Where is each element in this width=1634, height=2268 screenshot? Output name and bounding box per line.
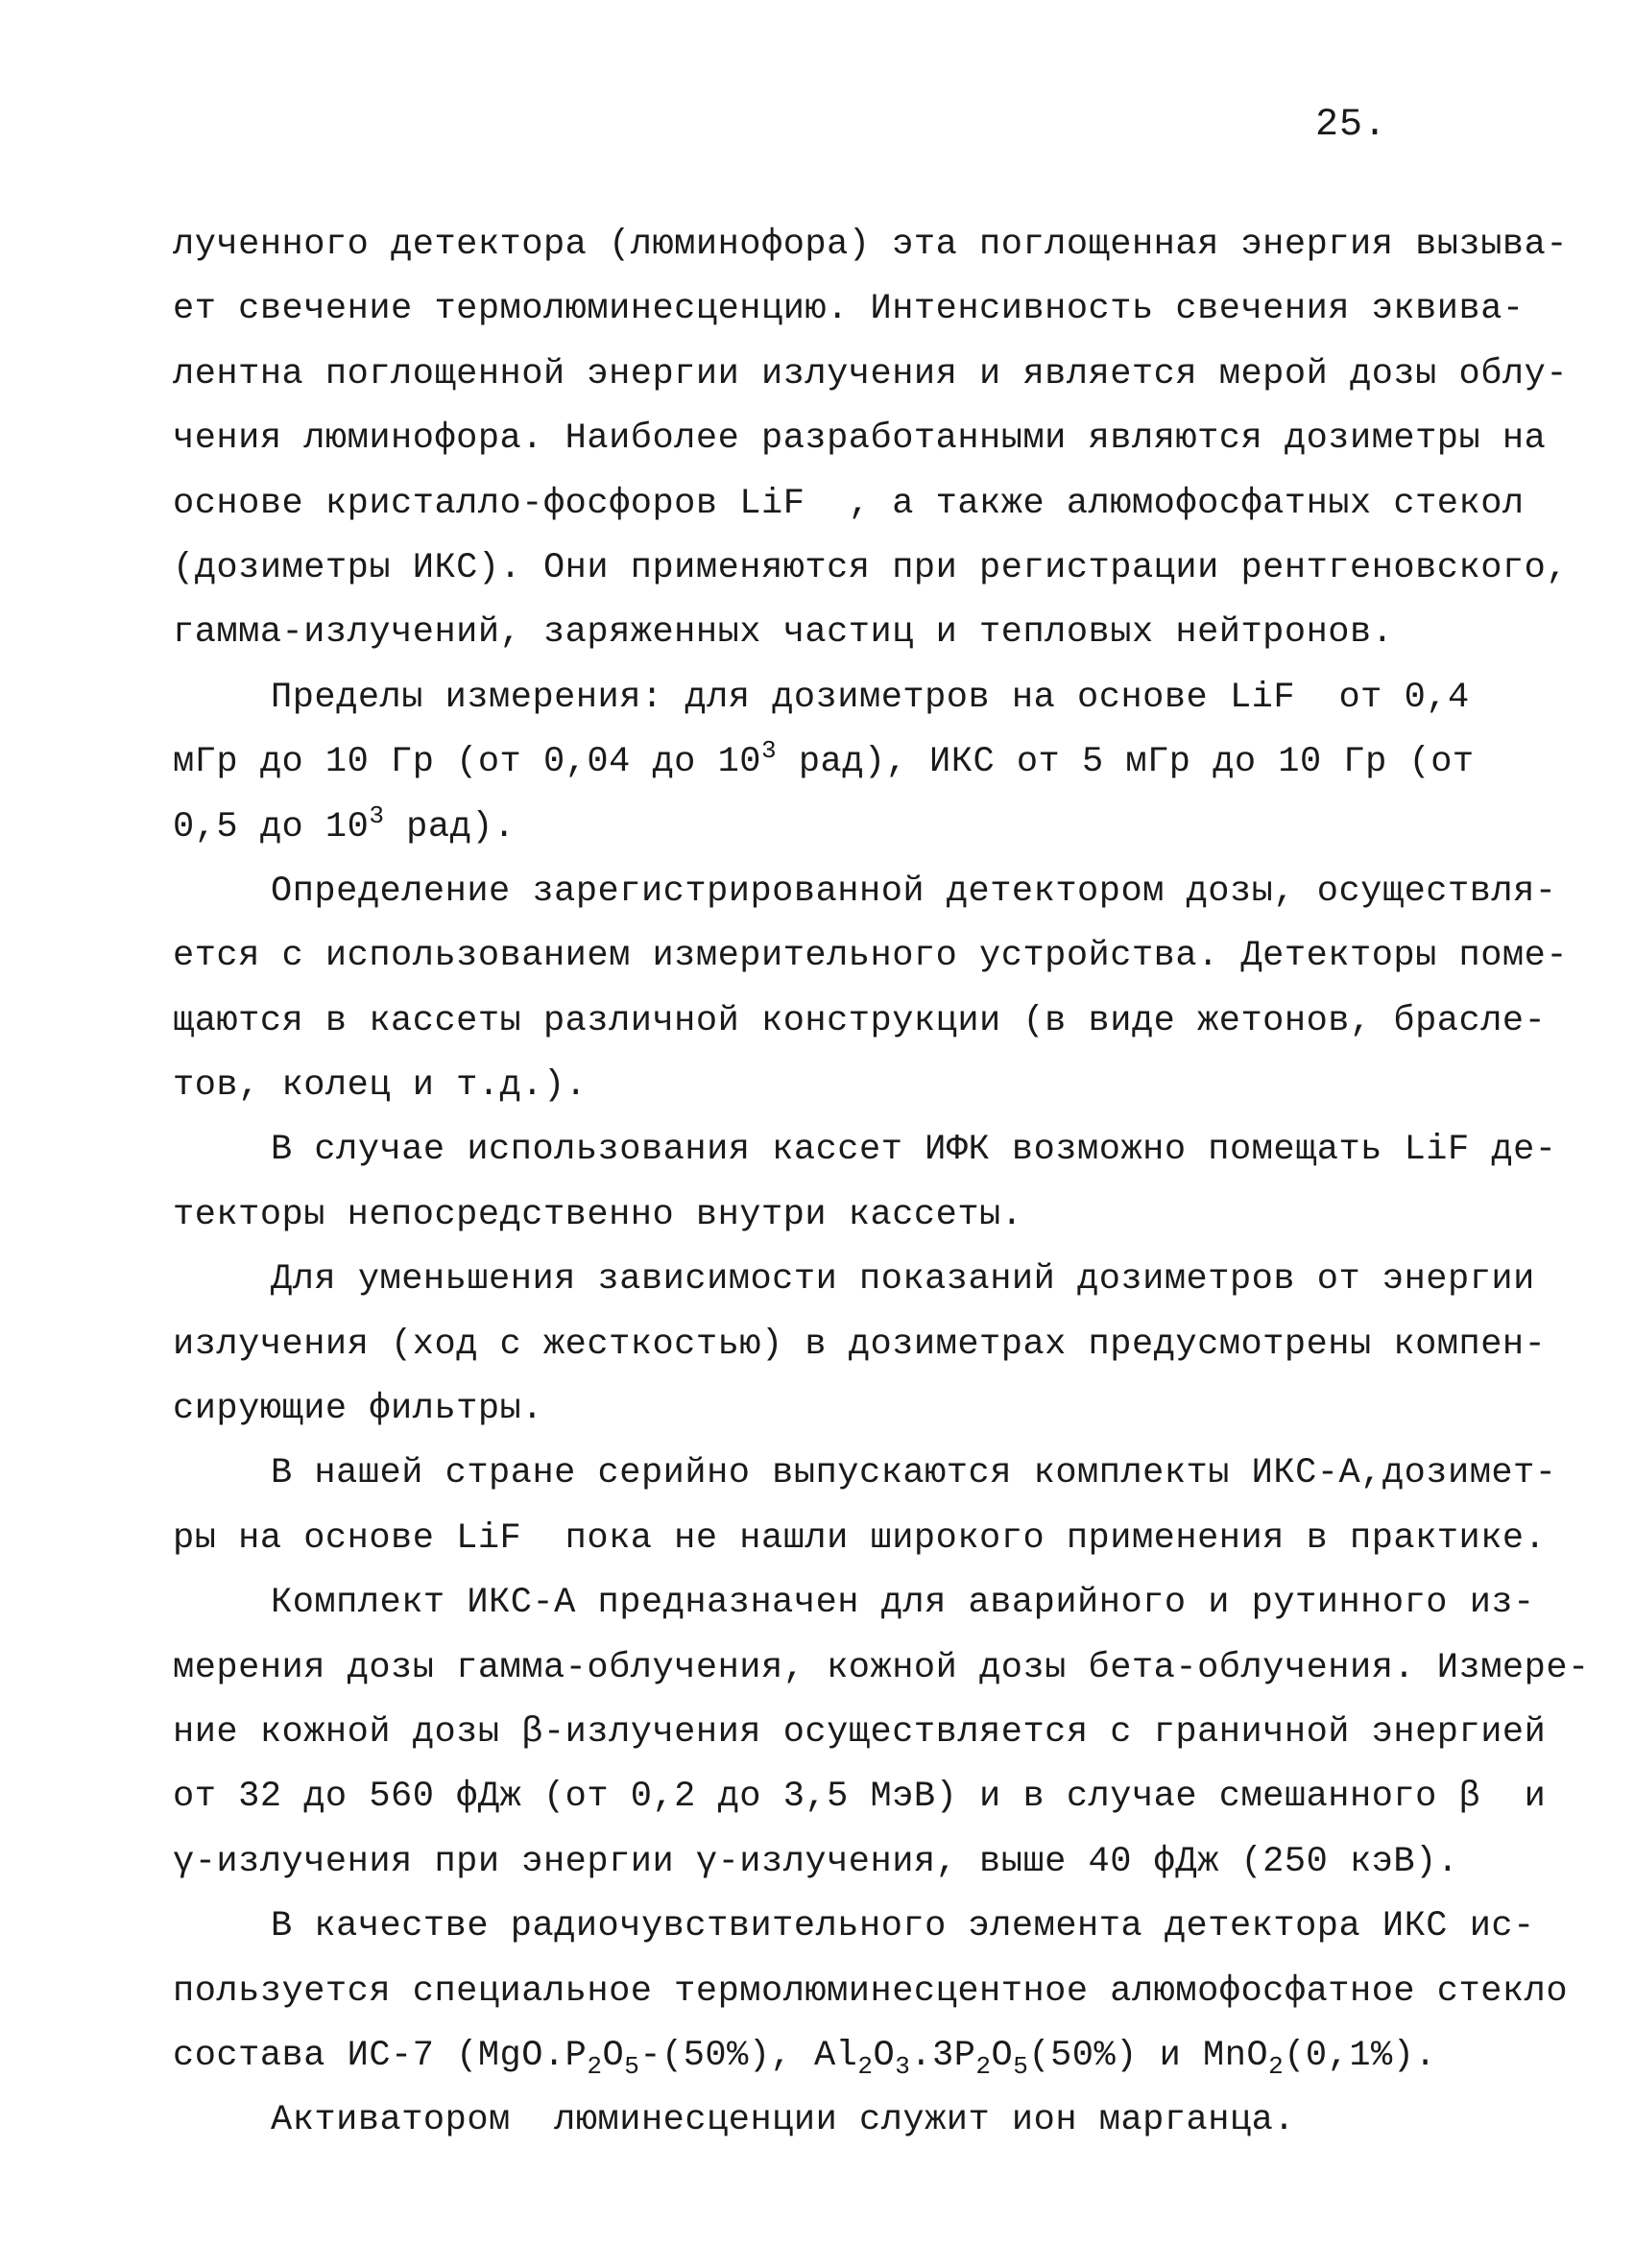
text-line <box>173 1507 1547 1571</box>
text-line <box>173 1248 1535 1312</box>
text-line <box>173 2024 1507 2089</box>
subscript: 2 <box>857 2051 874 2081</box>
subscript: 5 <box>624 2051 640 2081</box>
text-segment: пользуется специальное термолюминесцентное алюмофосфатное стекло <box>173 1970 1569 2012</box>
text-segment: сирующие фильтры. <box>173 1389 543 1430</box>
text-line <box>173 1636 1590 1701</box>
subscript: 2 <box>975 2051 992 2081</box>
text-line <box>173 1960 1569 2024</box>
text-segment: тов, колец и т.д.). <box>173 1065 588 1107</box>
text-segment: Активатором люминесценции служит ион марганца. <box>271 2100 1296 2141</box>
text-segment: состава ИС-7 (MgO.P <box>173 2035 588 2076</box>
text-segment: ется с использованием измерительного устройства. Детекторы поме- <box>173 936 1569 977</box>
text-line <box>173 601 1507 665</box>
text-line <box>173 1313 1547 1377</box>
text-line <box>173 277 1525 342</box>
text-segment: рад). <box>384 806 516 848</box>
text-segment: лентна поглощенной энергии излучения и является мерой дозы облу- <box>173 353 1569 394</box>
text-segment: лученного детектора (люминофора) эта поглощенная энергия вызыва- <box>173 225 1569 265</box>
text-segment: Определение зарегистрированной детектором дозы, осуществля- <box>271 871 1557 912</box>
text-segment: (50%) и MnO <box>1028 2035 1269 2076</box>
text-segment: ние кожной дозы β-излучения осуществляется с граничной энергией <box>173 1711 1547 1753</box>
text-segment: щаются в кассеты различной конструкции (в виде жетонов, брасле- <box>173 1000 1547 1041</box>
text-line <box>173 1377 1507 1442</box>
text-line <box>173 730 1507 795</box>
text-segment: излучения (ход с жесткостью) в дозиметрах предусмотрены компен- <box>173 1324 1547 1365</box>
text-line <box>173 860 1557 924</box>
superscript: 3 <box>369 800 385 830</box>
subscript: 2 <box>587 2051 603 2081</box>
text-line <box>173 1895 1535 1959</box>
text-line <box>173 1442 1557 1506</box>
text-line <box>173 796 1507 860</box>
text-segment: мГр до 10 Гр (от 0,04 до 10 <box>173 742 761 783</box>
text-segment: от 32 до 560 фДж (от 0,2 до 3,5 МэВ) и в случае смешанного β и <box>173 1777 1547 1818</box>
text-segment: O <box>991 2035 1014 2076</box>
text-segment: 0,5 до 10 <box>173 806 370 848</box>
text-segment: (дозиметры ИКС). Они применяются при регистрации рентгеновского, <box>173 547 1569 588</box>
text-segment: Для уменьшения зависимости показаний дозиметров от энергии <box>271 1259 1535 1301</box>
text-line <box>173 924 1569 989</box>
subscript: 3 <box>895 2051 911 2081</box>
body-text <box>173 213 1590 2154</box>
text-segment: ры на основе LiF пока не нашли широкого применения в практике. <box>173 1517 1547 1559</box>
text-line <box>173 2089 1507 2153</box>
subscript: 2 <box>1268 2051 1285 2081</box>
text-segment: рад), ИКС от 5 мГр до 10 Гр (от <box>777 742 1475 783</box>
text-segment: мерения дозы гамма-облучения, кожной дозы бета-облучения. Измере- <box>173 1647 1590 1688</box>
text-segment: В качестве радиочувствительного элемента детектора ИКС ис- <box>271 1906 1535 1947</box>
text-line <box>173 407 1547 471</box>
text-line <box>173 990 1547 1054</box>
text-segment: O <box>873 2035 896 2076</box>
text-segment: текторы непосредственно внутри кассеты. <box>173 1194 1023 1235</box>
text-line <box>173 1571 1535 1635</box>
text-segment: .3P <box>910 2035 976 2076</box>
text-line <box>173 1054 1507 1118</box>
text-segment: Комплект ИКС-А предназначен для аварийного и рутинного из- <box>271 1583 1535 1624</box>
text-line <box>173 537 1569 601</box>
superscript: 3 <box>761 736 778 766</box>
text-line <box>173 1830 1507 1895</box>
text-segment: Пределы измерения: для дозиметров на основе LiF от 0,4 <box>271 677 1470 718</box>
subscript: 5 <box>1013 2051 1029 2081</box>
text-line <box>173 1765 1547 1829</box>
text-segment: чения люминофора. Наиболее разработанными являются дозиметры на <box>173 418 1547 460</box>
text-line <box>173 472 1525 537</box>
text-line <box>173 1701 1547 1765</box>
text-segment: O <box>602 2035 625 2076</box>
text-segment: -(50%), Al <box>639 2035 858 2076</box>
text-segment: В нашей стране серийно выпускаются комплекты ИКС-А,дозимет- <box>271 1453 1557 1494</box>
text-segment: ет свечение термолюминесценцию. Интенсивность свечения эквива- <box>173 289 1525 330</box>
text-segment: В случае использования кассет ИФК возможно помещать LiF де- <box>271 1130 1557 1171</box>
text-segment: гамма-излучений, заряженных частиц и тепловых нейтронов. <box>173 612 1394 654</box>
page-number: 25. <box>1315 104 1388 147</box>
text-line <box>173 666 1507 730</box>
text-line <box>173 343 1569 407</box>
text-segment: γ-излучения при энергии γ-излучения, выше 40 фДж (250 кэВ). <box>173 1841 1459 1882</box>
text-line <box>173 1118 1557 1182</box>
text-line <box>173 213 1569 277</box>
text-segment: основе кристалло-фосфоров LiF , а также алюмофосфатных стекол <box>173 483 1525 524</box>
text-segment: (0,1%). <box>1284 2035 1437 2076</box>
text-line <box>173 1183 1507 1248</box>
